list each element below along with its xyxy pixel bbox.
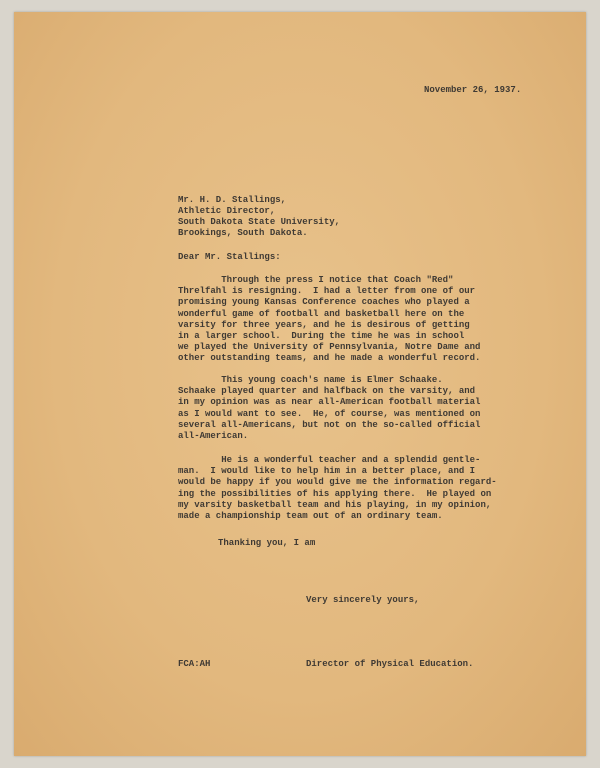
- body-line: made a championship team out of an ordinary team.: [178, 511, 443, 521]
- signature-title: Director of Physical Education.: [306, 659, 474, 669]
- body-line: in a larger school. During the time he was in school: [178, 331, 465, 341]
- body-line: wonderful game of football and basketball here on the: [178, 308, 465, 319]
- address-line: South Dakota State University,: [178, 217, 341, 227]
- closing-thanks: Thanking you, I am: [218, 538, 316, 548]
- body-line: would be happy if you would give me the information regard-: [178, 477, 497, 488]
- body-line: all-American.: [178, 431, 249, 441]
- letter-date: November 26, 1937.: [424, 85, 522, 95]
- body-line: Threlfahl is resigning. I had a letter from one of our: [178, 286, 476, 297]
- closing: Very sincerely yours,: [306, 595, 420, 605]
- body-line: This young coach's name is Elmer Schaake.: [178, 375, 443, 385]
- body-line: in my opinion was as near all-American football material: [178, 397, 481, 408]
- body-line: Through the press I notice that Coach "Red": [178, 275, 454, 285]
- typist-initials: FCA:AH: [178, 659, 211, 669]
- address-line: Mr. H. D. Stallings,: [178, 195, 287, 205]
- salutation: Dear Mr. Stallings:: [178, 252, 281, 262]
- body-line: promising young Kansas Conference coaches who played a: [178, 297, 470, 308]
- body-line: Schaake played quarter and halfback on the varsity, and: [178, 386, 476, 397]
- address-line: Brookings, South Dakota.: [178, 228, 308, 238]
- body-line: as I would want to see. He, of course, was mentioned on: [178, 408, 481, 419]
- body-line: my varsity basketball team and his playing, in my opinion,: [178, 499, 492, 510]
- body-line: other outstanding teams, and he made a wonderful record.: [178, 353, 481, 364]
- body-line: He is a wonderful teacher and a splendid gentle-: [178, 455, 481, 465]
- body-line: several all-Americans, but not on the so-called official: [178, 419, 481, 430]
- address-line: Athletic Director,: [178, 206, 276, 216]
- body-line: ing the possibilities of his applying there. He played on: [178, 488, 492, 499]
- body-line: we played the University of Pennsylvania, Notre Dame and: [178, 342, 481, 353]
- body-line: varsity for three years, and he is desirous of getting: [178, 319, 470, 330]
- body-line: man. I would like to help him in a better place, and I: [178, 466, 476, 477]
